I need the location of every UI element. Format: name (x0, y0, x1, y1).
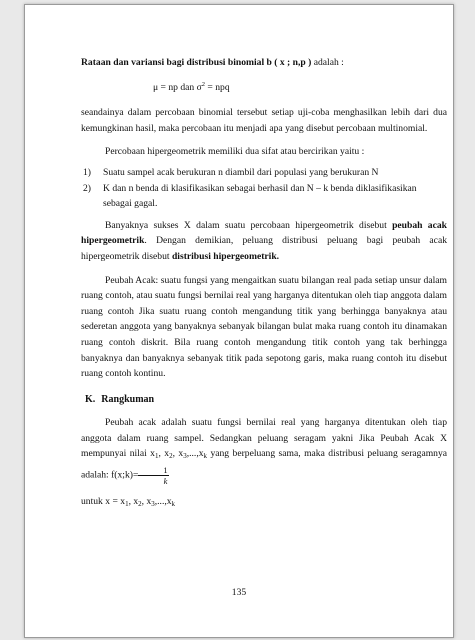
formula-mu: μ = np dan σ (153, 81, 202, 93)
list-item-text: K dan n benda di klasifikasikan sebagai berhasil dan N – k benda diklasifikasikan sebagai gagal. (103, 182, 417, 210)
subscript: 1 (125, 500, 129, 509)
page-number: 135 (231, 587, 247, 598)
subscript: k (203, 452, 208, 461)
fraction-numerator: 1 (138, 465, 168, 476)
subscript: 2 (169, 452, 173, 461)
domain-text-b: , x (128, 496, 139, 508)
paragraph-hypergeometric-intro: Percobaan hipergeometrik memiliki dua sifat atau bercirikan yaitu : (105, 146, 365, 158)
subscript: k (171, 500, 176, 509)
intro-title: Rataan dan variansi bagi distribusi binomial b ( x ; n,p ) (81, 57, 312, 68)
properties-list (81, 165, 447, 212)
section-heading (85, 392, 447, 408)
paragraph-multinomial: seandainya dalam percobaan binomial tersebut setiap uji-coba menghasilkan lebih dari dua kemungkinan hasil, maka percobaan itu menjadi apa yang disebut percobaan multinomial. (81, 107, 447, 134)
term-hypergeometric-random-variable: peubah acak hipergeometrik (81, 219, 447, 247)
para3-text-a: Banyaknya sukses X dalam suatu percobaan hipergeometrik disebut (105, 219, 393, 231)
list-item-number: 2) (83, 182, 91, 194)
list-item-text: Suatu sampel acak berukuran n diambil dari populasi yang berukuran N (103, 166, 379, 178)
list-item (81, 165, 447, 181)
page-content (81, 55, 447, 513)
list-item (81, 181, 447, 212)
para3-text-c: . Dengan demikian, peluang distribusi peluang bagi peubah acak hipergeometrik disebut (81, 235, 447, 262)
summary-text-a: Peubah acak adalah suatu fungsi bernilai real yang harganya ditentukan oleh tiap anggota dalam ruang sampel. Sedangkan peluang seragam yakni Jika Peubah Acak X mempunyai nilai x (81, 417, 447, 460)
paragraph-summary (81, 415, 447, 486)
domain-text-a: untuk x = x (81, 496, 126, 508)
summary-text-d: ,...,x (186, 448, 204, 460)
summary-text-e: yang berpeluang sama, maka distribusi peluang seragamnya adalah: f(x;k)= (81, 448, 448, 481)
intro-tail: adalah : (311, 57, 344, 68)
subscript: 2 (138, 500, 142, 509)
section-title: Rangkuman (101, 393, 155, 405)
subscript: 1 (154, 452, 159, 461)
fraction-denominator: k (163, 476, 168, 487)
section-number: K. (85, 393, 96, 405)
domain-text-d: ,...,x (154, 496, 172, 508)
paragraph-hypergeometric-definition (81, 218, 447, 265)
paragraph-random-variable: Peubah Acak: suatu fungsi yang mengaitkan suatu bilangan real pada setiap unsur dalam ruang contoh, atau suatu fungsi bernilai real yang harganya ditentukan oleh tiap anggota dalam ruang contoh Jika suatu ruang contoh mengandung titik yang berhingga banyaknya atau sederetan anggota yang banyaknya sebanyak bilangan bulat maka ruang contoh itu dinamakan ruang contoh diskrit. Bila ruang contoh mengandung titik contoh yang tak berhingga banyaknya dan banyaknya sebanyak titik pada sepotong garis, maka ruang contoh itu disebut ruang contoh kontinu. (81, 274, 447, 380)
mean-variance-formula (81, 77, 447, 96)
subscript: 3 (183, 452, 187, 461)
subscript: 3 (151, 500, 155, 509)
term-hypergeometric-distribution: distribusi hipergeometrik. (171, 250, 280, 262)
paragraph-domain (81, 494, 447, 513)
summary-text-b: , x (158, 448, 170, 460)
formula-sup: 2 (201, 80, 206, 88)
summary-text-c: , x (172, 448, 184, 460)
domain-text-c: , x (141, 496, 152, 508)
document-page (24, 4, 454, 638)
fraction (138, 465, 168, 486)
intro-line (81, 55, 447, 71)
list-item-number: 1) (83, 166, 91, 178)
formula-rest: = npq (205, 81, 230, 93)
